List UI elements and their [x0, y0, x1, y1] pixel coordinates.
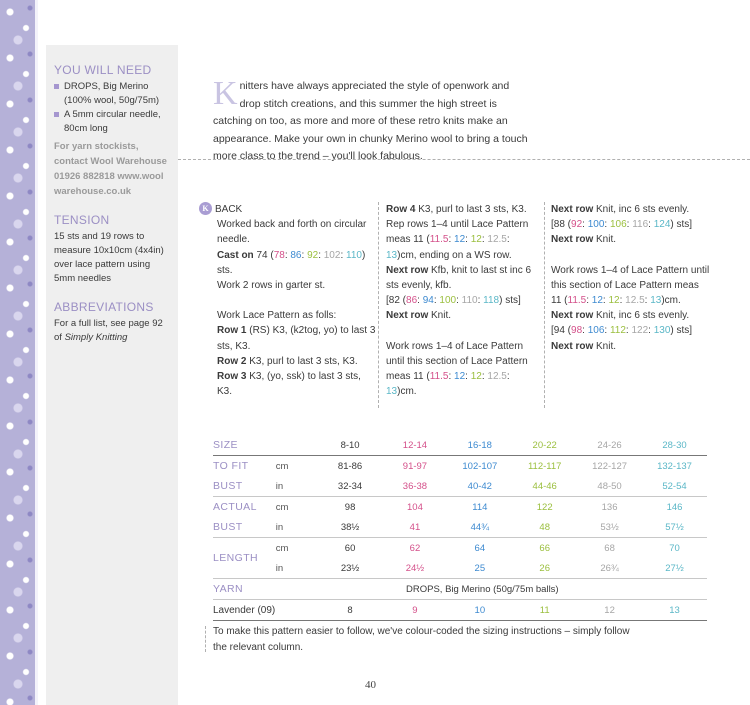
size-list	[406, 295, 499, 306]
row1-line	[217, 323, 377, 353]
length-label: LENGTH	[213, 538, 276, 579]
you-will-need-heading: YOU WILL NEED	[54, 63, 152, 77]
size-list	[568, 295, 662, 306]
actual-in-cell: 57½	[642, 517, 707, 538]
row4-line	[386, 202, 536, 217]
inc-text-2: Knit, inc 6 sts evenly.	[596, 310, 690, 322]
tofit-in-cell: 40-42	[447, 476, 512, 497]
work-line-2	[551, 263, 711, 309]
unit-cm: cm	[275, 460, 289, 472]
length-in-row	[213, 558, 707, 579]
pattern-column-1	[217, 202, 377, 399]
length-cm-cell: 66	[539, 542, 550, 554]
work-text: Work rows 1–4 of Lace Pattern until this section of Lace Pattern meas 11 (	[386, 340, 528, 383]
size-separator: :	[582, 325, 588, 337]
actual-in-cell: 48	[512, 517, 577, 538]
colour-row	[213, 600, 707, 621]
k-icon: K	[199, 202, 212, 215]
cast-on-base: 74 (	[256, 249, 274, 261]
pattern-column-3	[551, 202, 711, 354]
balls-cell: 13	[642, 600, 707, 621]
size-value: 98	[571, 325, 583, 337]
balls-cell: 9	[383, 600, 448, 621]
length-cm-cell: 60	[344, 542, 356, 554]
inc-line	[551, 202, 711, 217]
size-value: 12	[470, 371, 482, 383]
tofit-cm-cell: 81-86	[337, 460, 363, 472]
size-value: 102	[323, 249, 341, 261]
unit-in: in	[276, 517, 318, 538]
size-list	[571, 325, 670, 336]
row2-text: K3, purl to last 3 sts, K3.	[249, 355, 358, 367]
tension-text: 15 sts and 19 rows to measure 10x10cm (4x4in) over lace pattern using 5mm needles	[54, 231, 164, 284]
size-value: 12	[608, 295, 620, 307]
intro-text: nitters have always appreciated the style of openwork and drop stitch creations, and this summer the high street is catching on too, as more and more of these retro knits make an appearance. Make your own in chunky Merino wool to bring a touch more class to the trend – you'll look fabulous.	[213, 80, 528, 162]
rep-line	[386, 217, 536, 263]
length-in-cell: 23½	[318, 558, 383, 579]
row4-text: K3, purl to last 3 sts, K3.	[418, 204, 527, 215]
size-value: 106	[587, 325, 605, 337]
row4-label: Row 4	[386, 204, 416, 215]
size-value: 11.5	[429, 234, 449, 246]
rep-text-end: )cm, ending on a WS row.	[397, 249, 512, 261]
knit-text: Knit.	[431, 310, 452, 322]
balls-cell: 11	[512, 600, 577, 621]
next-row-label: Next row	[551, 204, 594, 215]
inc-count-start-2: [94 (	[551, 325, 572, 337]
intro-paragraph	[213, 75, 533, 166]
inc-line-2	[551, 308, 711, 323]
inc-count-end: ) sts]	[670, 219, 693, 231]
size-value: 86	[290, 249, 302, 261]
decorative-border	[0, 0, 38, 705]
size-separator: :	[506, 234, 510, 246]
length-in-cell: 24½	[383, 558, 448, 579]
size-separator: :	[448, 234, 455, 246]
next-row-label: Next row	[551, 234, 594, 246]
size-separator: :	[456, 295, 462, 307]
abbr-text: For a full list, see page 92 of	[54, 318, 163, 343]
cast-on-label: Cast on	[217, 249, 254, 261]
next-row-label: Next row	[551, 310, 594, 322]
actual-cm-cell: 146	[666, 501, 683, 513]
tofit-cm-row	[213, 456, 707, 477]
length-in-cell: 26	[512, 558, 577, 579]
size-value: 11.5	[567, 295, 587, 307]
section-divider	[178, 159, 750, 160]
tofit-cm-cell: 112-117	[527, 460, 562, 472]
size-table	[213, 435, 707, 621]
size-cell: 8-10	[318, 435, 383, 456]
unit-cm: cm	[275, 501, 289, 513]
size-cell: 24-26	[577, 435, 642, 456]
size-value: 12.5	[625, 295, 645, 307]
inc-count-end-2: ) sts]	[670, 325, 693, 337]
size-separator: :	[648, 219, 654, 231]
tofit-in-cell: 36-38	[383, 476, 448, 497]
size-separator: :	[604, 325, 610, 337]
lace-intro: Work Lace Pattern as folls:	[217, 310, 337, 322]
size-separator: :	[648, 325, 654, 337]
size-separator: :	[465, 234, 471, 246]
size-value: 106	[609, 219, 627, 231]
you-will-need-section	[54, 63, 172, 199]
size-separator: :	[644, 295, 651, 307]
size-value: 92	[307, 249, 319, 261]
colour-label: Lavender (09)	[213, 600, 318, 621]
abbreviations-text	[54, 317, 172, 345]
sidebar-panel	[46, 45, 178, 705]
size-value: 12.5	[487, 371, 507, 383]
abbr-magazine-title: Simply Knitting	[64, 332, 128, 343]
rep-text: Rep rows 1–4 until Lace Pattern meas 11 (	[386, 219, 529, 246]
cast-on-line	[217, 248, 377, 278]
actual-in-row	[213, 517, 707, 538]
size-value: 13	[386, 386, 398, 398]
size-separator: :	[465, 371, 471, 383]
actual-in-cell: 38½	[318, 517, 383, 538]
size-value: 12	[470, 234, 482, 246]
tofit-label: TO FIT	[213, 460, 249, 472]
length-cm-cell: 68	[604, 542, 615, 554]
page-number: 40	[365, 679, 376, 691]
size-separator: :	[604, 219, 610, 231]
tofit-in-cell: 44-46	[512, 476, 577, 497]
size-separator: :	[284, 249, 291, 261]
size-separator: :	[625, 325, 632, 337]
work-text-2: Work rows 1–4 of Lace Pattern until this section of Lace Pattern meas 11 (	[551, 264, 710, 307]
tofit-cm-cell: 122-127	[592, 460, 628, 472]
actual-cm-cell: 98	[344, 501, 356, 513]
actual-label: ACTUAL	[213, 501, 257, 513]
kfb-count-start: [82 (	[386, 295, 407, 307]
size-cell: 28-30	[642, 435, 707, 456]
yarn-name: DROPS, Big Merino (50g/75m balls)	[318, 579, 707, 600]
balls-cell: 12	[577, 600, 642, 621]
length-cm-row	[213, 538, 707, 559]
size-separator: :	[433, 295, 440, 307]
size-separator: :	[582, 219, 588, 231]
pattern-column-2	[386, 202, 536, 399]
balls-cell: 10	[447, 600, 512, 621]
knit-text: Knit.	[596, 234, 617, 246]
size-value: 13	[386, 249, 398, 261]
row2-line	[217, 354, 377, 369]
garter-text: Work 2 rows in garter st.	[217, 280, 326, 292]
row1-label: Row 1	[217, 325, 247, 337]
abbreviations-heading: ABBREVIATIONS	[54, 300, 154, 314]
kfb-count-line	[386, 293, 536, 308]
kfb-count-end: ) sts]	[499, 295, 521, 307]
size-value: 12	[454, 371, 466, 383]
size-cell: 12-14	[383, 435, 448, 456]
length-in-cell: 27½	[642, 558, 707, 579]
actual-cm-cell: 114	[472, 501, 488, 513]
knit-line	[386, 308, 536, 323]
work-end: )cm.	[397, 386, 417, 398]
tension-section	[54, 213, 172, 286]
size-value: 78	[273, 249, 285, 261]
length-cm-cell: 62	[409, 542, 421, 554]
tofit-in-cell: 32-34	[318, 476, 383, 497]
intro-dropcap: K	[213, 75, 238, 112]
kfb-text: Kfb, knit to last st inc 6 sts evenly, kfb.	[386, 264, 532, 292]
next-row-label: Next row	[386, 310, 429, 322]
work-line	[386, 339, 536, 400]
size-separator: :	[318, 249, 324, 261]
size-separator: :	[626, 219, 633, 231]
size-value: 124	[653, 219, 671, 231]
size-separator: :	[340, 249, 346, 261]
size-cell: 20-22	[512, 435, 577, 456]
size-value: 110	[461, 295, 478, 307]
size-label: SIZE	[213, 435, 318, 456]
row3-text: K3, (yo, ssk) to last 3 sts, K3.	[217, 371, 361, 398]
next-row-label: Next row	[551, 340, 594, 352]
unit-in: in	[276, 558, 318, 579]
knit-line	[551, 339, 711, 354]
size-value: 12	[454, 234, 466, 246]
back-heading: BACK	[215, 204, 243, 215]
size-value: 116	[632, 219, 649, 231]
size-value: 130	[653, 325, 671, 337]
size-value: 13	[650, 295, 662, 307]
size-value: 94	[422, 295, 434, 307]
size-value: 12	[591, 295, 603, 307]
size-value: 122	[631, 325, 649, 337]
unit-in: in	[276, 476, 318, 497]
length-cm-cell: 70	[669, 542, 680, 554]
actual-cm-cell: 122	[536, 501, 553, 513]
size-list	[571, 219, 670, 230]
tofit-cm-cell: 102-107	[462, 460, 498, 472]
actual-cm-row	[213, 497, 707, 518]
need-item-needle: A 5mm circular needle, 80cm long	[54, 108, 172, 136]
footnote-marker	[205, 626, 206, 652]
size-value: 86	[406, 295, 418, 307]
row3-line	[217, 369, 377, 399]
actual-in-cell: 53½	[577, 517, 642, 538]
need-item-yarn: DROPS, Big Merino (100% wool, 50g/75m)	[54, 80, 172, 108]
size-separator: :	[417, 295, 423, 307]
size-value: 100	[587, 219, 605, 231]
abbreviations-section	[54, 300, 172, 345]
tofit-in-cell: 48-50	[577, 476, 642, 497]
row1-text: (RS) K3, (k2tog, yo) to last 3 sts, K3.	[217, 325, 376, 352]
size-separator: :	[301, 249, 308, 261]
actual-in-cell: 44¾	[447, 517, 512, 538]
next-row-label: Next row	[386, 264, 429, 276]
tofit-cm-cell: 91-97	[402, 460, 428, 472]
size-value: 92	[571, 219, 583, 231]
size-separator: :	[506, 371, 510, 383]
size-separator: :	[448, 371, 455, 383]
column-divider-1	[378, 202, 379, 408]
size-row	[213, 435, 707, 456]
size-value: 100	[439, 295, 457, 307]
size-separator: :	[619, 295, 626, 307]
tension-heading: TENSION	[54, 213, 110, 227]
size-cell: 16-18	[447, 435, 512, 456]
inc-count-line	[551, 217, 711, 232]
column-divider-2	[544, 202, 545, 408]
yarn-label: YARN	[213, 579, 318, 600]
tofit-cm-cell: 132-137	[657, 460, 692, 472]
size-separator: :	[477, 295, 484, 307]
size-separator: :	[481, 371, 488, 383]
inc-count-start: [88 (	[551, 219, 572, 231]
size-value: 110	[346, 249, 362, 261]
actual-cm-cell: 136	[601, 501, 618, 513]
size-separator: :	[481, 234, 488, 246]
inc-count-line-2	[551, 323, 711, 338]
actual-in-cell: 41	[383, 517, 448, 538]
kfb-line	[386, 263, 536, 293]
size-list	[274, 250, 362, 261]
stockists-text: For yarn stockists, contact Wool Warehouse 01926 882818 www.wool warehouse.co.uk	[54, 141, 167, 197]
size-separator: :	[586, 295, 592, 307]
tofit-label-2: BUST	[213, 476, 276, 497]
size-separator: :	[602, 295, 609, 307]
unit-cm: cm	[275, 542, 289, 554]
length-in-cell: 26¾	[577, 558, 642, 579]
cast-on-end: ) sts.	[217, 249, 366, 276]
size-value: 11.5	[429, 371, 449, 383]
row3-label: Row 3	[217, 371, 247, 383]
footnote: To make this pattern easier to follow, we've colour-coded the sizing instructions – simply follow the relevant column.	[213, 626, 630, 653]
work-end-2: )cm.	[661, 295, 681, 307]
inc-text: Knit, inc 6 sts evenly.	[596, 204, 690, 215]
row2-label: Row 2	[217, 355, 247, 367]
size-value: 12.5	[487, 234, 507, 246]
actual-label-2: BUST	[213, 517, 276, 538]
balls-cell: 8	[318, 600, 383, 621]
tofit-in-row	[213, 476, 707, 497]
worked-text: Worked back and forth on circular needle.	[217, 219, 367, 246]
size-value: 112	[609, 325, 626, 337]
size-value: 118	[483, 295, 500, 307]
yarn-row	[213, 579, 707, 600]
actual-cm-cell: 104	[407, 501, 423, 513]
knit-line	[551, 232, 711, 247]
knit-text: Knit.	[596, 340, 617, 352]
length-in-cell: 25	[447, 558, 512, 579]
tofit-in-cell: 52-54	[642, 476, 707, 497]
length-cm-cell: 64	[474, 542, 486, 554]
